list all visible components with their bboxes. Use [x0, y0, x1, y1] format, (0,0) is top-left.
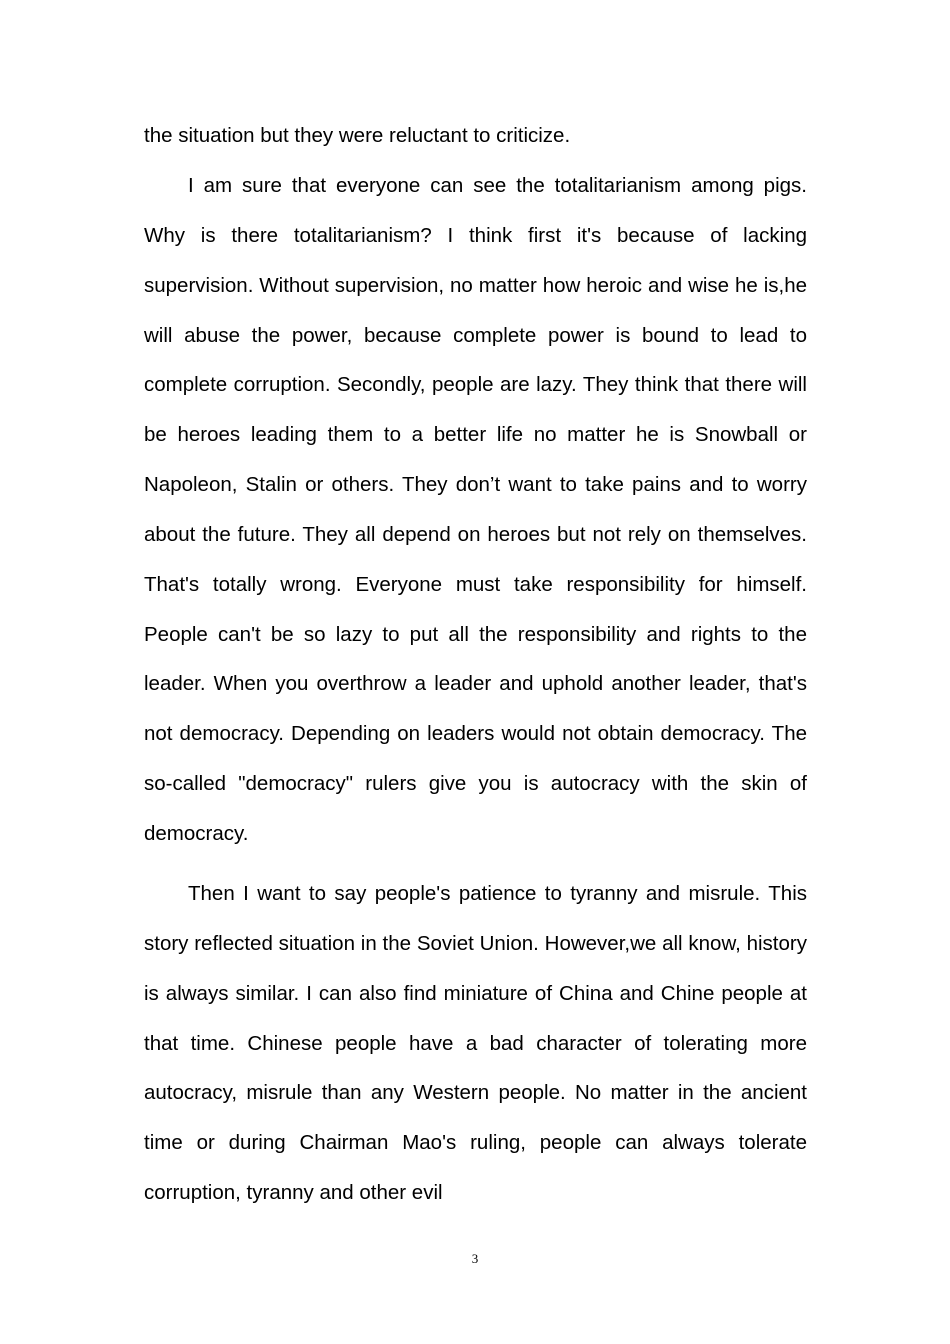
page-number: 3: [471, 1251, 479, 1266]
paragraph-continuation: the situation but they were reluctant to criticize.: [144, 124, 571, 147]
paragraph-patience: Then I want to say people's patience to tyranny and misrule. This story reflected situation in the Soviet Union. However,we all know, history is always similar. I can also find miniature of China and Chine people at that time. Chinese people have a bad character of tolerating more autocracy, misrule than any Western people. No matter in the ancient time or during Chairman Mao's ruling, people can always tolerate corruption, tyranny and other evil: [144, 882, 807, 1205]
paragraph-totalitarianism: I am sure that everyone can see the totalitarianism among pigs. Why is there totalitarianism? I think first it's because of lacking supervision. Without supervision, no matter how heroic and wise he is,he will abuse the power, because complete power is bound to lead to complete corruption. Secondly, people are lazy. They think that there will be heroes leading them to a better life no matter he is Snowball or Napoleon, Stalin or others. They don’t want to take pains and to worry about the future. They all depend on heroes but not rely on themselves. That's totally wrong. Everyone must take responsibility for himself. People can't be so lazy to put all the responsibility and rights to the leader. When you overthrow a leader and uphold another leader, that's not democracy. Depending on leaders would not obtain democracy. The so-called "democracy" rulers give you is autocracy with the skin of democracy.: [144, 174, 807, 845]
